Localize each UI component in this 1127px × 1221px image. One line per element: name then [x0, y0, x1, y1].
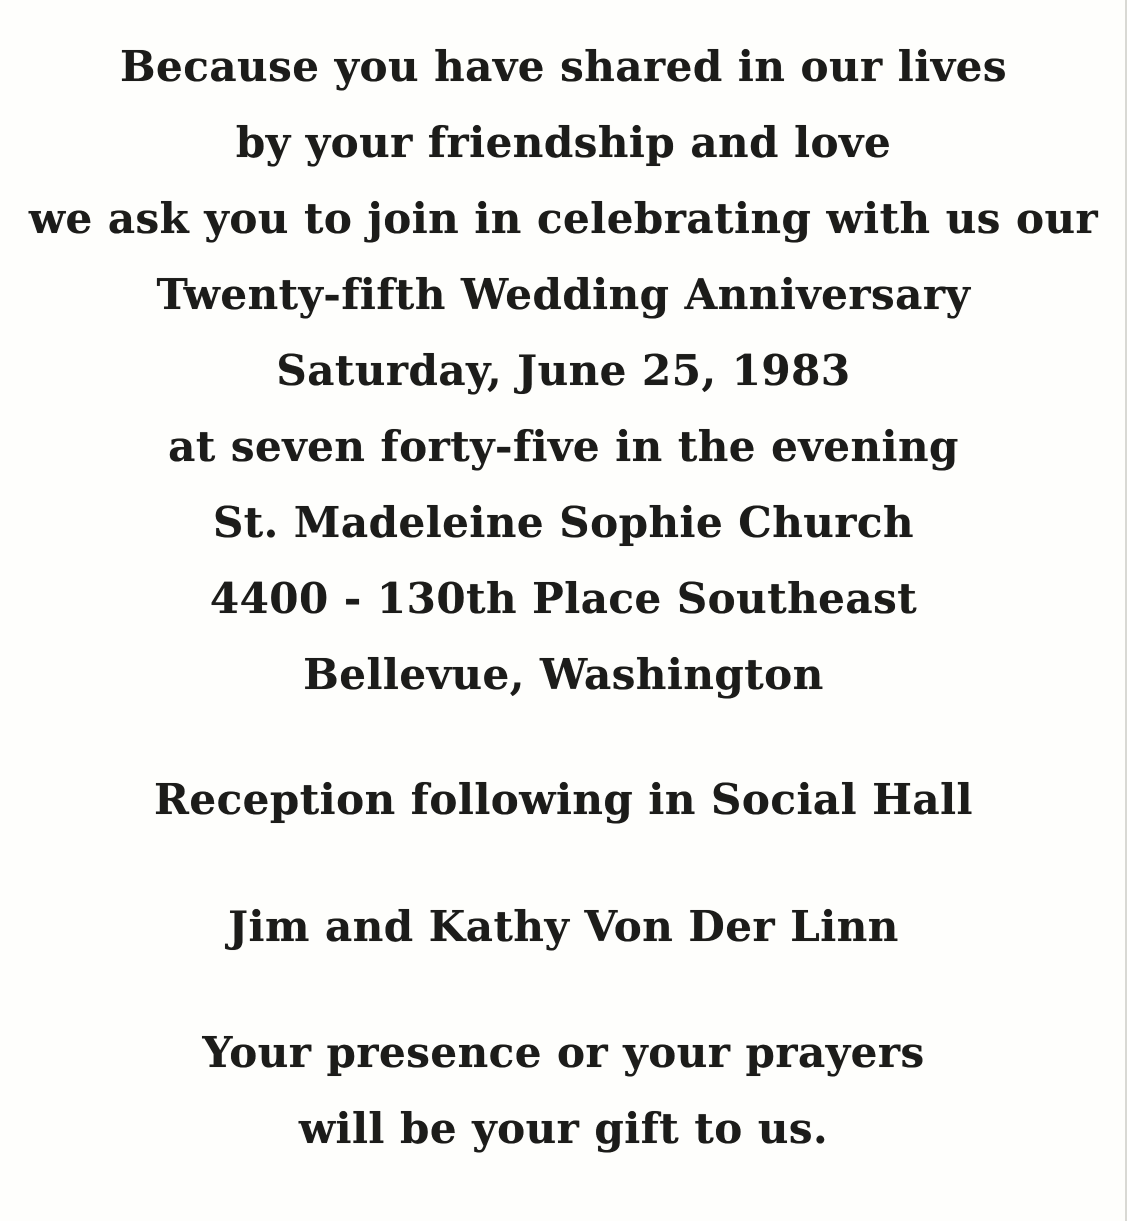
- hosts-names: Jim and Kathy Von Der Linn: [228, 902, 899, 951]
- church-name: St. Madeleine Sophie Church: [212, 498, 915, 547]
- event-date: Saturday, June 25, 1983: [276, 346, 851, 395]
- reception-note: Reception following in Social Hall: [153, 775, 974, 824]
- event-time: at seven forty-five in the evening: [168, 422, 959, 471]
- closing-line-2: will be your gift to us.: [298, 1104, 829, 1153]
- invitation-line-2: by your friendship and love: [235, 118, 892, 167]
- closing-line-1: Your presence or your prayers: [202, 1028, 925, 1077]
- invitation-line-3: we ask you to join in celebrating with us our: [28, 194, 1099, 243]
- church-city: Bellevue, Washington: [303, 650, 824, 699]
- church-address: 4400 - 130th Place Southeast: [209, 574, 918, 623]
- invitation-line-1: Because you have shared in our lives: [120, 42, 1007, 91]
- anniversary-title: Twenty-fifth Wedding Anniversary: [156, 270, 971, 319]
